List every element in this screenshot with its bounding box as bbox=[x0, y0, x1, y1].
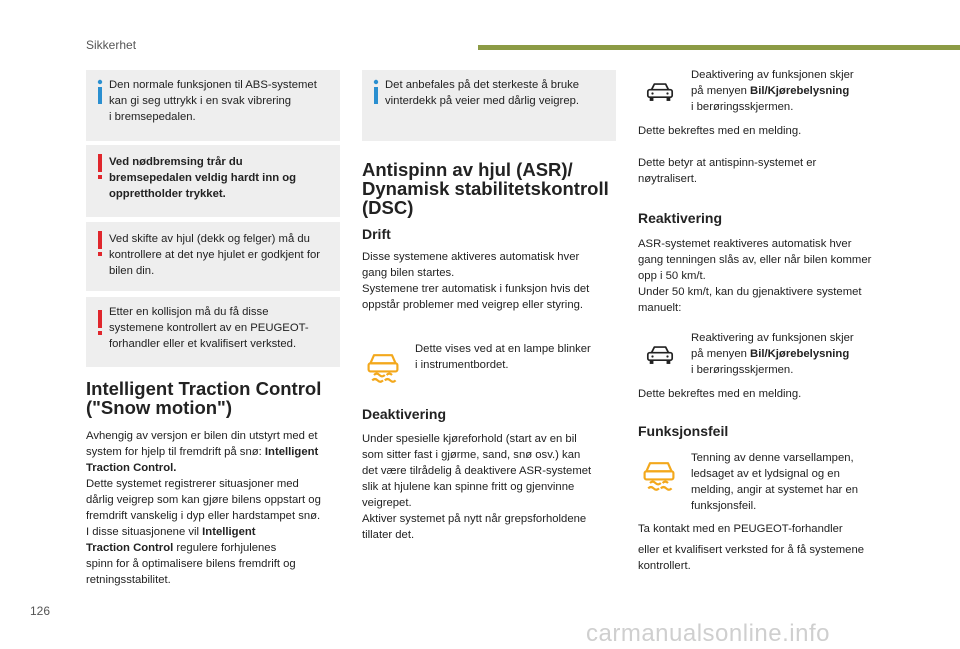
fault-text bbox=[691, 450, 921, 514]
asr-fault-lamp-icon bbox=[641, 456, 677, 492]
text-line bbox=[691, 83, 921, 99]
text-line: eller et kvalifisert verksted for å få systemene bbox=[638, 544, 865, 556]
heading-line: Intelligent Traction Control bbox=[86, 378, 322, 399]
warning-line: opprettholder trykket. bbox=[109, 188, 226, 200]
warning-line: bilen din. bbox=[109, 265, 155, 277]
text-line: Traction Control. bbox=[86, 462, 177, 474]
text-line: tillater det. bbox=[362, 529, 415, 541]
heading-line: ("Snow motion") bbox=[86, 397, 232, 418]
text-span-bold: Traction Control bbox=[86, 542, 174, 554]
fault-heading: Funksjonsfeil bbox=[638, 423, 729, 439]
text-line: ledsaget av et lydsignal og en bbox=[691, 468, 840, 480]
text-line: Tenning av denne varsellampen, bbox=[691, 452, 854, 464]
text-line: i berøringsskjermen. bbox=[691, 101, 794, 113]
text-line: som sitter fast i gjørme, sand, snø osv.) kan bbox=[362, 449, 581, 461]
text-line: gang tenningen slås av, eller når bilen kommer bbox=[638, 254, 872, 266]
neutral-text bbox=[638, 155, 898, 187]
text-line: Deaktivering av funksjonen skjer bbox=[691, 69, 854, 81]
contact-workshop-text bbox=[638, 542, 898, 574]
intelligent-traction-heading bbox=[86, 379, 321, 417]
warning-exclamation-icon bbox=[94, 310, 106, 336]
warning-line: systemene kontrollert av en PEUGEOT- bbox=[109, 322, 309, 334]
text-line: det være tilrådelig å deaktivere ASR-systemet bbox=[362, 465, 592, 477]
lamp-text bbox=[415, 341, 615, 373]
drift-heading: Drift bbox=[362, 226, 391, 242]
info-note-abs bbox=[86, 70, 340, 141]
text-line bbox=[691, 346, 921, 362]
warning-exclamation-icon bbox=[94, 154, 106, 180]
text-line: Avhengig av versjon er bilen din utstyrt med et bbox=[86, 430, 318, 442]
deactivation-heading: Deaktivering bbox=[362, 406, 447, 422]
text-span: system for hjelp til fremdrift på snø: bbox=[86, 446, 265, 458]
reactivation-menu-text bbox=[691, 330, 921, 378]
info-note-winter-tyres bbox=[362, 70, 616, 141]
warning-line: Etter en kollisjon må du få disse bbox=[109, 306, 269, 318]
warning-line: kontrollere at det nye hjulet er godkjent for bbox=[109, 249, 321, 261]
reactivation-heading: Reaktivering bbox=[638, 210, 723, 226]
text-line: Aktiver systemet på nytt når grepsforholdene bbox=[362, 513, 587, 525]
deactivation-paragraph bbox=[362, 431, 618, 543]
text-line: slik at hjulene kan spinne fritt og gjenvinne bbox=[362, 481, 575, 493]
text-line: retningsstabilitet. bbox=[86, 574, 171, 586]
heading-line: (DSC) bbox=[362, 197, 414, 218]
text-line: ASR-systemet reaktiveres automatisk hver bbox=[638, 238, 852, 250]
text-line: fremdrift vanskelig i dyp eller hardstampet snø. bbox=[86, 510, 321, 522]
info-note-line: Den normale funksjonen til ABS-systemet bbox=[109, 79, 317, 91]
info-note-line: i bremsepedalen. bbox=[109, 111, 196, 123]
text-line: dårlig veigrep som kan gjøre bilens oppstart og bbox=[86, 494, 321, 506]
header-accent-bar bbox=[478, 45, 960, 50]
info-note-line: vinterdekk på veier med dårlig veigrep. bbox=[385, 95, 580, 107]
menu-path: Bil/Kjørebelysning bbox=[750, 348, 850, 360]
drift-paragraph bbox=[362, 249, 618, 313]
warning-line: forhandler eller et kvalifisert verksted. bbox=[109, 338, 297, 350]
section-title: Sikkerhet bbox=[86, 38, 137, 52]
text-line: melding, angir at systemet har en bbox=[691, 484, 859, 496]
contact-dealer-line: Ta kontakt med en PEUGEOT-forhandler bbox=[638, 523, 843, 535]
confirm-message-1: Dette bekreftes med en melding. bbox=[638, 125, 802, 137]
info-icon bbox=[370, 79, 382, 105]
warning-collision bbox=[86, 297, 340, 367]
watermark: carmanualsonline.info bbox=[586, 620, 830, 647]
warning-line: Ved nødbremsing trår du bbox=[109, 156, 243, 168]
text-line: Under 50 km/t, kan du gjenaktivere systemet bbox=[638, 286, 862, 298]
text-line: i instrumentbordet. bbox=[415, 359, 509, 371]
text-line: spinn for å optimalisere bilens fremdrift og bbox=[86, 558, 296, 570]
menu-path: Bil/Kjørebelysning bbox=[750, 85, 850, 97]
text-line: manuelt: bbox=[638, 302, 682, 314]
car-menu-icon bbox=[645, 345, 675, 366]
text-span-bold: Intelligent bbox=[202, 526, 256, 538]
text-span: på menyen bbox=[691, 348, 751, 360]
page-number: 126 bbox=[30, 604, 51, 618]
text-line bbox=[86, 444, 342, 460]
text-line: nøytralisert. bbox=[638, 173, 698, 185]
text-line: opp i 50 km/t. bbox=[638, 270, 706, 282]
info-note-line: kan gi seg uttrykk i en svak vibrering bbox=[109, 95, 292, 107]
text-line: funksjonsfeil. bbox=[691, 500, 757, 512]
warning-line: Ved skifte av hjul (dekk og felger) må du bbox=[109, 233, 310, 245]
warning-wheel-change bbox=[86, 222, 340, 291]
text-line: oppstår problemer med veigrep eller styring. bbox=[362, 299, 584, 311]
text-span: regulere forhjulenes bbox=[173, 542, 277, 554]
asr-dsc-heading bbox=[362, 160, 609, 217]
info-note-line: Det anbefales på det sterkeste å bruke bbox=[385, 79, 580, 91]
deactivation-menu-text bbox=[691, 67, 921, 115]
text-line: Systemene trer automatisk i funksjon hvis det bbox=[362, 283, 590, 295]
text-line: kontrollert. bbox=[638, 560, 691, 572]
text-line: gang bilen startes. bbox=[362, 267, 455, 279]
heading-line: Dynamisk stabilitetskontroll bbox=[362, 178, 609, 199]
intelligent-traction-paragraph bbox=[86, 428, 342, 588]
text-line bbox=[86, 540, 342, 556]
text-line: Dette systemet registrerer situasjoner med bbox=[86, 478, 299, 490]
warning-emergency-braking bbox=[86, 145, 340, 217]
info-icon bbox=[94, 79, 106, 105]
asr-warning-lamp-icon bbox=[365, 348, 401, 384]
text-span: på menyen bbox=[691, 85, 751, 97]
car-menu-icon bbox=[645, 82, 675, 103]
text-span: I disse situasjonene vil bbox=[86, 526, 203, 538]
text-line: Dette vises ved at en lampe blinker bbox=[415, 343, 591, 355]
text-line: i berøringsskjermen. bbox=[691, 364, 794, 376]
text-line: Reaktivering av funksjonen skjer bbox=[691, 332, 854, 344]
text-line: Under spesielle kjøreforhold (start av en bil bbox=[362, 433, 577, 445]
warning-exclamation-icon bbox=[94, 231, 106, 257]
heading-line: Antispinn av hjul (ASR)/ bbox=[362, 159, 573, 180]
warning-line: bremsepedalen veldig hardt inn og bbox=[109, 172, 297, 184]
text-line: veigrepet. bbox=[362, 497, 412, 509]
text-line: Disse systemene aktiveres automatisk hver bbox=[362, 251, 580, 263]
reactivation-paragraph bbox=[638, 236, 898, 316]
text-line: Dette betyr at antispinn-systemet er bbox=[638, 157, 817, 169]
confirm-message-2: Dette bekreftes med en melding. bbox=[638, 388, 802, 400]
text-span-bold: Intelligent bbox=[264, 446, 319, 458]
text-line bbox=[86, 524, 342, 540]
